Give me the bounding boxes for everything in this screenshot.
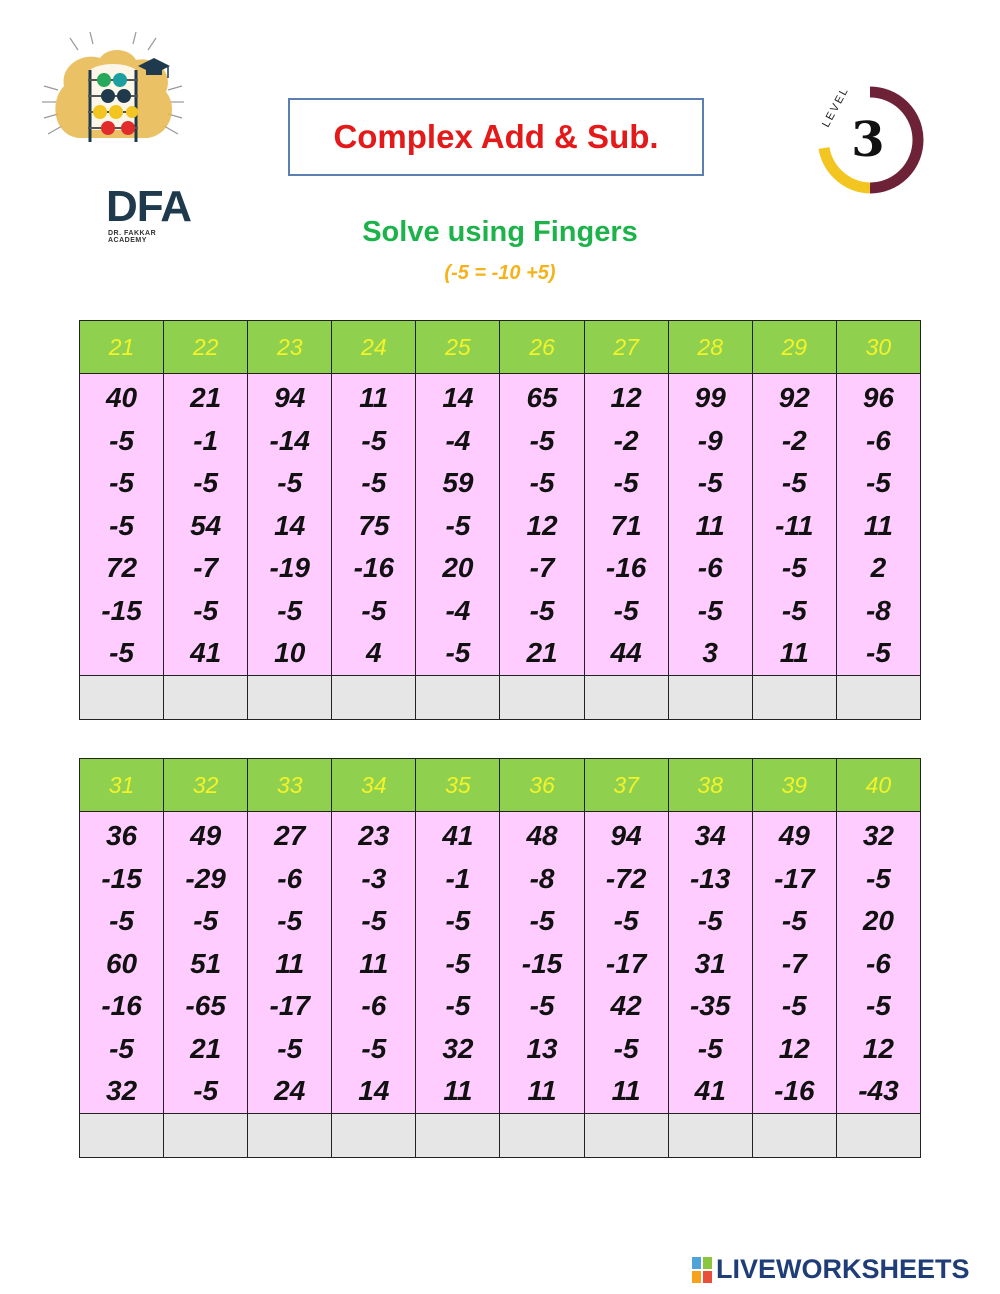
page-title: Complex Add & Sub. [333,118,659,155]
column-number: 33 [248,759,332,812]
problem-number: -5 [361,594,387,626]
problem-number: -5 [781,990,807,1021]
column-number: 37 [584,759,668,812]
problem-number: -2 [781,424,807,456]
column-number: 38 [668,759,752,812]
column-number: 32 [164,759,248,812]
problem-number: 32 [862,820,894,851]
column-number: 35 [416,759,500,812]
column-number: 36 [500,759,584,812]
problem-number: -5 [613,467,639,498]
problem-number: -2 [613,424,639,456]
answer-cell[interactable] [80,675,164,719]
column-number: 26 [500,321,584,374]
logo-wordmark: DFA [106,182,191,231]
answer-cell[interactable] [248,675,332,719]
problem-number: 11 [527,1075,557,1106]
problem-number: -5 [109,424,134,456]
problem-numbers [416,812,499,1113]
column-number: 39 [752,759,836,812]
problem-numbers [753,812,836,1113]
problem-number: -5 [865,637,891,668]
problem-number: 42 [610,990,642,1021]
problem-number: 14 [274,509,306,541]
answer-cell[interactable] [584,675,668,719]
problem-row [80,812,921,1114]
problem-number: 65 [526,382,558,413]
problem-numbers [248,812,331,1113]
problem-number: -5 [781,905,807,936]
footer-brand[interactable] [692,1254,970,1285]
column-number: 29 [752,321,836,374]
problem-number: -5 [529,424,555,456]
problem-number: -5 [445,905,471,936]
answer-cell[interactable] [332,675,416,719]
problem-number: 34 [694,820,726,851]
problem-number: 94 [610,820,642,851]
problem-number: -1 [193,424,219,456]
column-number: 31 [80,759,164,812]
problem-number: -3 [361,862,387,894]
problem-number: 41 [694,1075,726,1106]
logo-caption: DR. FAKKAR ACADEMY [108,230,157,244]
problem-number: 20 [442,552,474,583]
problem-number: -6 [361,990,387,1021]
problem-number: -7 [781,947,807,979]
problem-number: 41 [442,820,474,851]
problem-number: -29 [185,862,226,894]
problem-cell [164,812,248,1114]
footer-brand-text: LIVEWORKSHEETS [716,1254,970,1284]
problem-number: -5 [445,990,471,1021]
problem-number: -11 [775,509,814,541]
problem-number: 40 [105,382,138,413]
problem-number: -17 [269,990,310,1021]
problem-number: -19 [269,552,310,583]
column-number: 27 [584,321,668,374]
answer-cell[interactable] [836,1113,920,1157]
problem-number: -6 [865,947,891,979]
answer-row [80,675,921,719]
problem-number: 4 [366,637,382,668]
problem-number: -7 [193,552,219,583]
problem-number: 60 [105,947,138,979]
problem-number: -5 [445,947,471,979]
problem-number: -5 [865,862,891,894]
problem-number: -5 [193,594,219,626]
problem-number: -6 [697,552,723,583]
problem-numbers [80,374,163,675]
problem-number: -65 [185,990,226,1021]
column-number: 40 [836,759,920,812]
problem-cell [584,812,668,1114]
answer-cell[interactable] [668,675,752,719]
column-number: 30 [836,321,920,374]
problem-number: -5 [697,1032,723,1064]
problem-number: -5 [697,594,723,626]
problem-number: -5 [697,905,723,936]
problem-numbers [164,374,247,675]
answer-row [80,1113,921,1157]
dfa-logo [38,30,191,244]
problem-number: 14 [358,1075,390,1106]
problem-cell [500,812,584,1114]
problem-number: -15 [521,947,563,979]
problem-number: -5 [613,594,639,626]
problem-cell [248,374,332,676]
problem-number: 11 [611,1075,641,1106]
problem-cell [668,374,752,676]
answer-cell[interactable] [332,1113,416,1157]
problem-number: -5 [361,1032,387,1064]
problem-number: 92 [778,382,810,413]
problem-cell [836,812,920,1114]
problem-number: 54 [190,509,222,541]
problem-number: 32 [105,1075,138,1106]
problem-numbers [500,812,583,1113]
problem-number: 49 [190,820,222,851]
problem-number: -6 [865,424,891,456]
answer-cell[interactable] [164,675,248,719]
problem-number: -5 [529,905,555,936]
problem-number: -5 [361,467,387,498]
problem-number: -5 [277,467,303,498]
problem-cell [836,374,920,676]
answer-cell[interactable] [500,675,584,719]
problem-number: -8 [865,594,891,626]
problem-number: 48 [526,820,558,851]
problem-number: -16 [353,552,395,583]
problem-numbers [837,374,920,675]
problem-number: 12 [526,509,558,541]
problem-numbers [753,374,836,675]
problem-number: 14 [442,382,474,413]
subtitle: Solve using Fingers [362,216,638,248]
problem-number: -14 [269,424,310,456]
level-ring-icon [810,84,925,194]
problem-number: 36 [105,820,138,851]
problem-number: -5 [529,594,555,626]
problem-number: -16 [101,990,142,1021]
problem-number: -5 [865,990,891,1021]
answer-cell[interactable] [584,1113,668,1157]
problem-number: 24 [274,1075,306,1106]
answer-cell[interactable] [752,1113,836,1157]
column-number-row [80,759,921,812]
problem-cell [332,812,416,1114]
problem-numbers [164,812,247,1113]
column-number: 23 [248,321,332,374]
problem-number: -5 [445,637,471,668]
problem-number: -4 [445,594,471,626]
problem-number: -5 [361,905,387,936]
problem-numbers [500,374,583,675]
problem-cell [80,812,164,1114]
problem-cell [248,812,332,1114]
column-number: 25 [416,321,500,374]
problem-number: -5 [109,637,134,668]
problem-number: -6 [277,862,303,894]
problem-table-2 [79,758,921,1158]
problem-number: 21 [526,637,558,668]
problem-number: -5 [277,1032,303,1064]
problem-number: -17 [605,947,647,979]
problem-number: -7 [529,552,555,583]
answer-cell[interactable] [836,675,920,719]
column-number: 24 [332,321,416,374]
problem-numbers [585,374,668,675]
problem-numbers [669,812,752,1113]
problem-number: 2 [870,552,887,583]
problem-number: 21 [190,382,222,413]
level-word: LEVEL [820,84,852,130]
problem-number: -5 [865,467,891,498]
problem-number: -5 [277,905,303,936]
problem-number: 71 [610,509,642,541]
problem-table-1 [79,320,921,720]
problem-cell [584,374,668,676]
problem-number: -5 [361,424,387,456]
problem-cell [752,374,836,676]
problem-number: 11 [695,509,725,541]
problem-numbers [248,374,331,675]
problem-cell [332,374,416,676]
problem-number: -5 [445,509,471,541]
problem-number: 11 [443,1075,473,1106]
problem-number: -5 [529,990,555,1021]
problem-number: -5 [109,1032,134,1064]
problem-number: 51 [190,947,222,979]
answer-cell[interactable] [668,1113,752,1157]
problem-number: 12 [778,1032,810,1064]
problem-number: -5 [529,467,555,498]
problem-number: -9 [697,424,723,456]
problem-numbers [80,812,163,1113]
problem-number: -17 [774,862,815,894]
problem-number: 31 [694,947,726,979]
problem-number: 11 [359,947,389,979]
column-number: 22 [164,321,248,374]
problem-number: 12 [862,1032,894,1064]
problem-number: 11 [779,637,809,668]
column-number: 21 [80,321,164,374]
answer-cell[interactable] [164,1113,248,1157]
problem-number: 23 [358,820,390,851]
problem-number: -5 [109,905,134,936]
problem-number: 41 [190,637,222,668]
problem-number: 72 [105,552,138,583]
problem-number: 11 [359,382,389,413]
problem-number: 20 [862,905,894,936]
problem-number: -15 [101,862,142,894]
problem-number: -5 [781,552,807,583]
problem-number: -5 [193,1075,219,1106]
problem-number: 44 [610,637,642,668]
problem-numbers [332,812,415,1113]
problem-number: -35 [689,990,731,1021]
problem-number: -8 [529,862,555,894]
problem-number: 11 [275,947,305,979]
problem-number: -13 [689,862,731,894]
answer-cell[interactable] [752,675,836,719]
problem-number: -15 [101,594,142,626]
problem-number: -5 [109,467,134,498]
problem-number: -5 [613,905,639,936]
problem-number: -72 [605,862,647,894]
problem-number: -5 [781,594,807,626]
problem-number: 12 [610,382,642,413]
problem-numbers [416,374,499,675]
problem-number: 59 [442,467,474,498]
problem-number: 96 [862,382,894,413]
problem-number: -4 [445,424,471,456]
answer-cell[interactable] [416,675,500,719]
problem-number: -43 [858,1075,899,1106]
problem-number: -5 [613,1032,639,1064]
title-box [288,98,704,176]
column-number-row [80,321,921,374]
problem-number: 10 [274,637,306,668]
problem-number: -5 [277,594,303,626]
problem-cell [416,812,500,1114]
problem-number: 3 [702,637,718,668]
column-number: 34 [332,759,416,812]
problem-number: -5 [781,467,807,498]
problem-number: 94 [274,382,306,413]
problem-numbers [669,374,752,675]
problem-number: -5 [193,467,219,498]
problem-cell [416,374,500,676]
level-badge [810,84,925,194]
problem-numbers [837,812,920,1113]
problem-number: 99 [694,382,726,413]
level-number: 3 [851,112,885,168]
problem-number: 13 [526,1032,558,1064]
problem-number: 11 [863,509,893,541]
problem-cell [668,812,752,1114]
problem-number: -5 [193,905,219,936]
problem-number: 27 [274,820,306,851]
problem-number: -1 [445,862,471,894]
problem-cell [164,374,248,676]
liveworksheets-logo-icon [692,1257,712,1283]
problem-number: -16 [774,1075,815,1106]
problem-number: -5 [109,509,134,541]
problem-number: -16 [605,552,647,583]
answer-cell[interactable] [80,1113,164,1157]
problem-number: -5 [697,467,723,498]
problem-number: 75 [358,509,390,541]
problem-cell [500,374,584,676]
column-number: 28 [668,321,752,374]
problem-numbers [585,812,668,1113]
problem-number: 32 [442,1032,474,1064]
hint-text: (-5 = -10 +5) [444,262,556,284]
answer-cell[interactable] [416,1113,500,1157]
answer-cell[interactable] [500,1113,584,1157]
problem-cell [752,812,836,1114]
answer-cell[interactable] [248,1113,332,1157]
problem-cell [80,374,164,676]
problem-numbers [332,374,415,675]
problem-number: 49 [778,820,810,851]
problem-row [80,374,921,676]
problem-number: 21 [190,1032,222,1064]
